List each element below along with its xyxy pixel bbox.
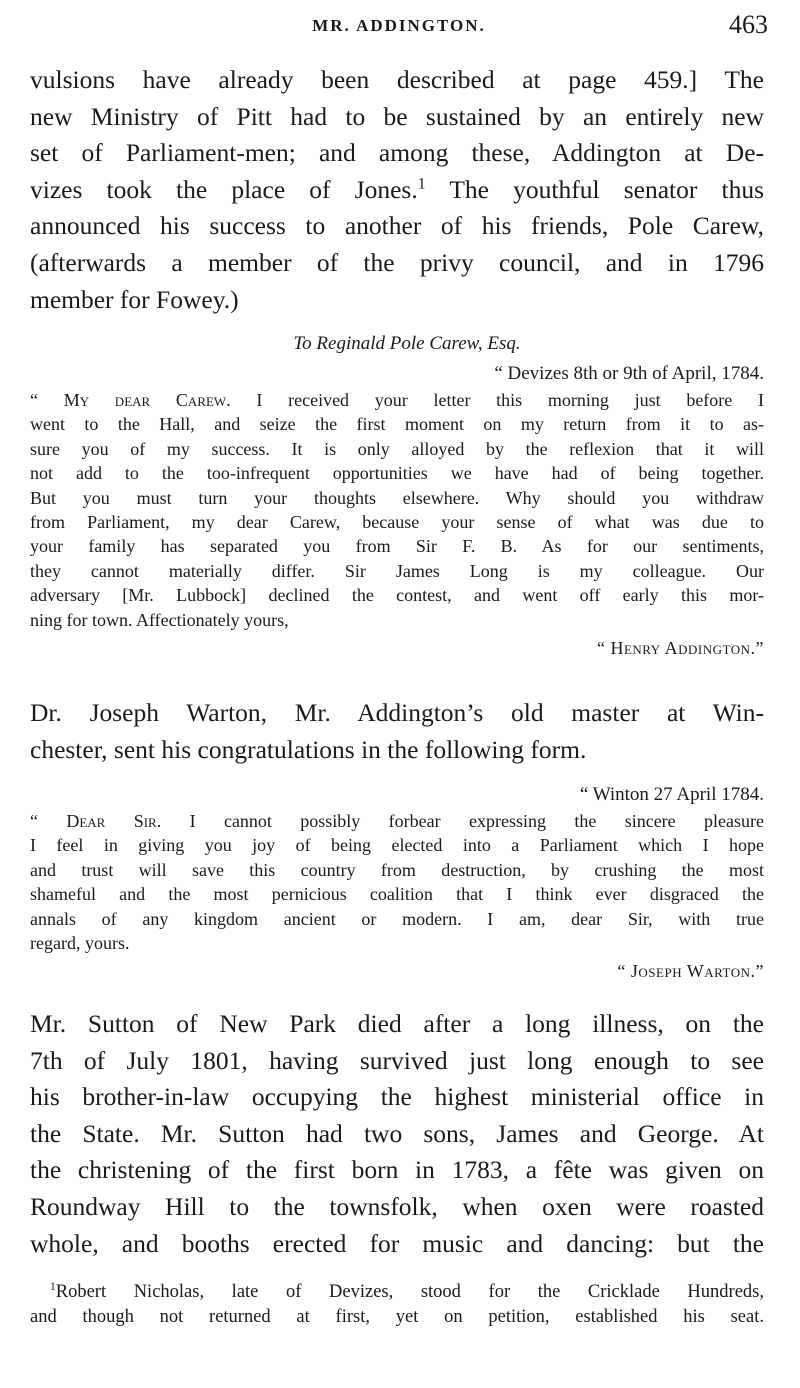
- paragraph-1: [30, 62, 764, 318]
- text-line: Roundway Hill to the townsfolk, when oxen were roasted: [30, 1191, 764, 1221]
- text-line: the State. Mr. Sutton had two sons, James and George. At: [30, 1118, 764, 1148]
- text-line: from Parliament, my dear Carew, because your sense of what was due to: [30, 512, 764, 533]
- text-fragment: Robert Nicholas, late of Devizes, stood for the Cricklade Hundreds,: [55, 1282, 764, 1302]
- text-line: Dr. Joseph Warton, Mr. Addington’s old master at Win-: [30, 698, 764, 727]
- footnote: [30, 1280, 764, 1330]
- text-line: new Ministry of Pitt had to be sustained by an entirely new: [30, 101, 764, 131]
- text-line: and trust will save this country from destruction, by crushing the most: [30, 859, 764, 880]
- text-line: annals of any kingdom ancient or modern. I am, dear Sir, with true: [30, 908, 764, 929]
- letter-signature: “ Joseph Warton.”: [617, 961, 764, 982]
- text-line: announced his success to another of his friends, Pole Carew,: [30, 211, 764, 241]
- page-header: [30, 10, 768, 40]
- text-fragment: The youthful senator thus: [425, 174, 764, 204]
- text-line: shameful and the most pernicious coalition that I think ever disgraced the: [30, 884, 764, 905]
- text-line: they cannot materially differ. Sir James Long is my colleague. Our: [30, 560, 764, 581]
- text-line: chester, sent his congratulations in the following form.: [30, 734, 587, 764]
- text-line: and though not returned at first, yet on petition, established his seat.: [30, 1307, 764, 1327]
- page-number: 463: [729, 10, 768, 39]
- text-line: the christening of the first born in 1783, a fête was given on: [30, 1155, 764, 1185]
- text-line: [30, 809, 764, 833]
- text-line: [30, 1280, 764, 1305]
- text-line: adversary [Mr. Lubbock] declined the contest, and went off early this mor-: [30, 585, 764, 606]
- paragraph-3: [30, 1006, 764, 1262]
- paragraph-2: [30, 695, 764, 768]
- text-line: But you must turn your thoughts elsewhere. Why should you withdraw: [30, 487, 764, 508]
- letter-salutation: “ My dear Carew.: [30, 390, 231, 410]
- text-line: 7th of July 1801, having survived just long enough to see: [30, 1045, 764, 1075]
- text-line: sure you of my success. It is only alloyed by the reflexion that it will: [30, 438, 764, 459]
- text-line: Mr. Sutton of New Park died after a long illness, on the: [30, 1009, 764, 1038]
- letter-warton: [30, 783, 764, 984]
- text-line: member for Fowey.): [30, 284, 239, 314]
- text-line: set of Parliament-men; and among these, Addington at De-: [30, 138, 764, 168]
- letter-dateline: “ Winton 27 April 1784.: [579, 784, 764, 805]
- text-line: his brother-in-law occupying the highest ministerial office in: [30, 1082, 764, 1112]
- text-line: whole, and booths erected for music and dancing: but the: [30, 1228, 764, 1258]
- running-head: MR. ADDINGTON.: [312, 16, 486, 35]
- footnote-reference: 1: [417, 175, 426, 193]
- footnote-marker: 1: [50, 1280, 56, 1293]
- text-line: [30, 172, 764, 209]
- letter-dateline: “ Devizes 8th or 9th of April, 1784.: [494, 363, 764, 384]
- letter-addressee: To Reginald Pole Carew, Esq.: [293, 333, 521, 354]
- letter-addington: [30, 332, 764, 660]
- text-line: regard, yours.: [30, 933, 130, 954]
- text-line: ning for town. Affectionately yours,: [30, 609, 289, 630]
- text-line: (afterwards a member of the privy council, and in 1796: [30, 247, 764, 277]
- text-line: [30, 388, 764, 412]
- letter-signature: “ Henry Addington.”: [596, 638, 764, 659]
- text-fragment: I cannot possibly forbear expressing the sincere pleasure: [161, 811, 765, 831]
- text-line: not add to the too-infrequent opportunities we have had of being together.: [30, 463, 764, 484]
- letter-salutation: “ Dear Sir.: [30, 811, 162, 831]
- text-fragment: vizes took the place of Jones.: [30, 174, 418, 204]
- text-fragment: I received your letter this morning just before I: [230, 390, 764, 410]
- text-line: I feel in giving you joy of being elected into a Parliament which I hope: [30, 835, 764, 856]
- text-line: your family has separated you from Sir F. B. As for our sentiments,: [30, 536, 764, 557]
- text-line: vulsions have already been described at page 459.] The: [30, 65, 764, 94]
- text-line: went to the Hall, and seize the first moment on my return from it to as-: [30, 414, 764, 435]
